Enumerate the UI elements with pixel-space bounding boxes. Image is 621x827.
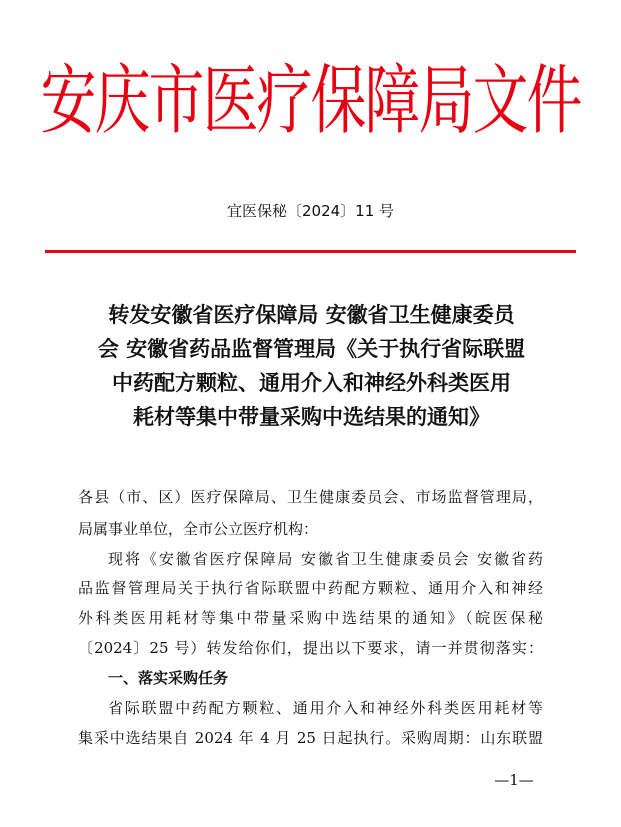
addressee-line: 各县（市、区）医疗保障局、卫生健康委员会、市场监督管理局， xyxy=(78,488,543,506)
paragraph-line: 集采中选结果自 2024 年 4 月 25 日起执行。采购周期：山东联盟 xyxy=(78,729,543,747)
subject-line: 耗材等集中带量采购中选结果的通知》 xyxy=(133,405,490,429)
document-subject xyxy=(78,298,545,434)
page-number: —1— xyxy=(494,771,534,789)
document-header-title: 安庆市医疗保障局文件 xyxy=(40,57,581,146)
paragraph-line: 外科类医用耗材等集中带量采购中选结果的通知》（皖医保秘 xyxy=(78,609,543,627)
subject-line: 会 安徽省药品监督管理局《关于执行省际联盟 xyxy=(97,337,526,361)
addressee-line: 局属事业单位，全市公立医疗机构： xyxy=(78,520,319,538)
paragraph-line: 品监督管理局关于执行省际联盟中药配方颗粒、通用介入和神经 xyxy=(78,579,543,597)
paragraph-line: 省际联盟中药配方颗粒、通用介入和神经外科类医用耗材等 xyxy=(108,699,543,717)
paragraph-line: 现将《安徽省医疗保障局 安徽省卫生健康委员会 安徽省药 xyxy=(108,550,543,568)
subject-line: 中药配方颗粒、通用介入和神经外科类医用 xyxy=(112,371,511,395)
subject-line: 转发安徽省医疗保障局 安徽省卫生健康委员 xyxy=(108,303,515,327)
paragraph-line: 〔2024〕25 号）转发给你们，提出以下要求，请一并贯彻落实： xyxy=(78,639,543,657)
document-number: 宜医保秘〔2024〕11 号 xyxy=(226,202,395,220)
section-heading: 一、落实采购任务 xyxy=(108,669,229,687)
red-divider-line xyxy=(45,250,576,253)
